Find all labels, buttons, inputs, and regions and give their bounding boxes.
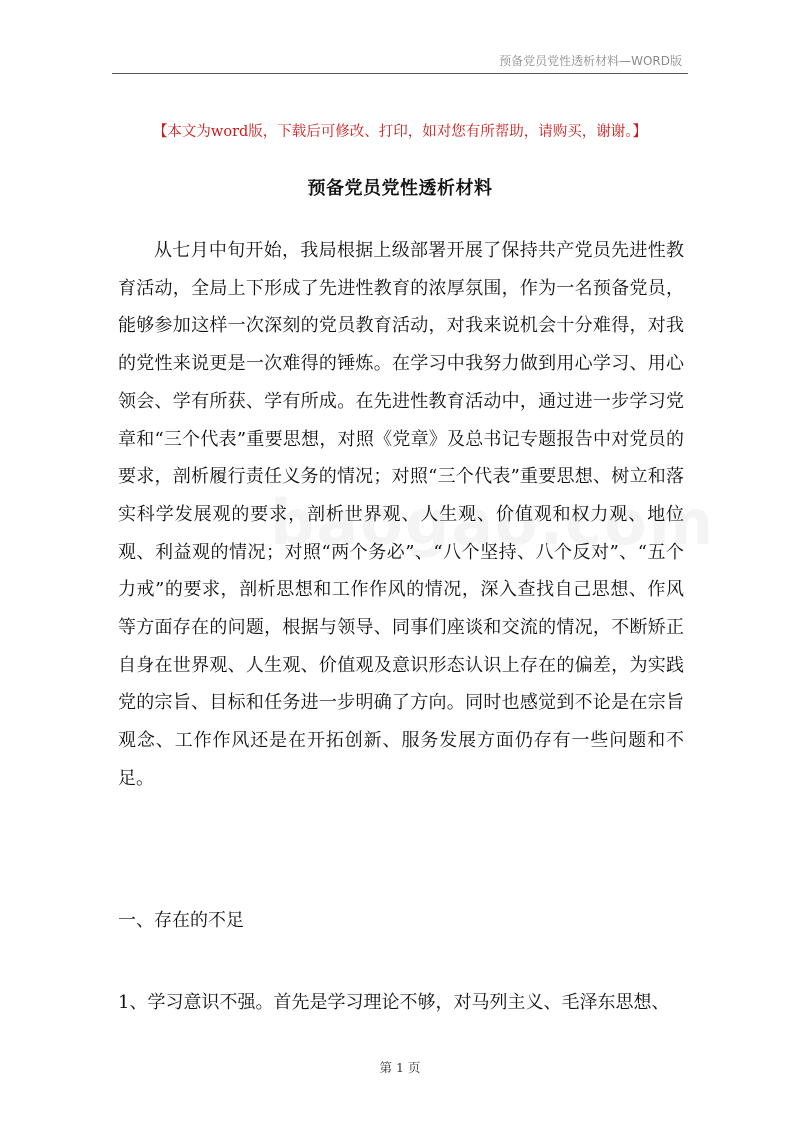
- section-heading: 一、存在的不足: [118, 910, 244, 931]
- purchase-notice: 【本文为word版，下载后可修改、打印，如对您有所帮助，请购买，谢谢。】: [152, 124, 648, 140]
- header-divider: [112, 73, 688, 74]
- document-title: 预备党员党性透析材料: [307, 178, 493, 199]
- running-header: 预备党员党性透析材料—WORD版: [499, 54, 682, 68]
- page-footer: [0, 1058, 800, 1076]
- page-number: 1: [396, 1060, 404, 1075]
- page-suffix: 页: [407, 1060, 421, 1075]
- list-item: 1、学习意识不强。首先是学习理论不够，对马列主义、毛泽东思想、: [118, 992, 670, 1013]
- page-prefix: 第: [379, 1060, 393, 1075]
- intro-paragraph: 从七月中旬开始，我局根据上级部署开展了保持共产党员先进性教育活动，全局上下形成了先进性教育的浓厚氛围，作为一名预备党员，能够参加这样一次深刻的党员教育活动，对我来说机会十分难得，对我的党性来说更是一次难得的锤炼。在学习中我努力做到用心学习、用心领会、学有所获、学有所成。在先进性教育活动中，通过进一步学习党章和“三个代表”重要思想，对照《党章》及总书记专题报告中对党员的要求，剖析履行责任义务的情况；对照“三个代表”重要思想、树立和落实科学发展观的要求，剖析世界观、人生观、价值观和权力观、地位观、利益观的情况；对照“两个务必”、“八个坚持、八个反对”、“五个力戒”的要求，剖析思想和工作作风的情况，深入查找自己思想、作风等方面存在的问题，根据与领导、同事们座谈和交流的情况，不断矫正自身在世界观、人生观、价值观及意识形态认识上存在的偏差，为实践党的宗旨、目标和任务进一步明确了方向。同时也感觉到不论是在宗旨观念、工作作风还是在开拓创新、服务发展方面仍存有一些问题和不足。: [118, 240, 684, 789]
